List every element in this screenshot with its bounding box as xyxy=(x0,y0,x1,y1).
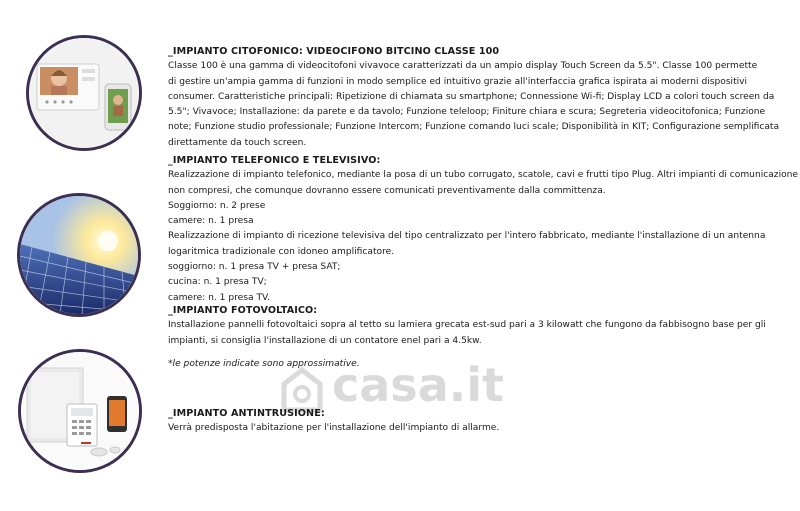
paragraph-line: direttamente da touch screen. xyxy=(168,137,307,148)
videocitofono-image xyxy=(26,35,142,151)
paragraph-line: Installazione pannelli fotovoltaici sopra al tetto su lamiera grecata est-sud pari a 3 kilowatt che fungono da fabbisogno base per gli xyxy=(168,320,766,331)
paragraph-line: Verrà predisposta l'abitazione per l'installazione dell'impianto di allarme. xyxy=(168,423,500,434)
paragraph-line: Soggiorno: n. 2 prese xyxy=(168,200,266,211)
section-antintrusione xyxy=(168,406,778,437)
paragraph-line: Classe 100 è una gamma di videocitofoni vivavoce caratterizzati da un ampio display Touch Screen da 5.5". Classe 100 permette xyxy=(168,61,758,72)
solar-panel-illustration xyxy=(20,196,138,314)
paragraph-line: non compresi, che comunque dovranno essere comunicati preventivamente dalla committenza. xyxy=(168,185,606,196)
paragraph-line: di gestire un'ampia gamma di funzioni in modo semplice ed intuitivo grazie all'interfaccia grafica ispirata ai moderni dispositivi xyxy=(168,76,748,87)
approximation-note: *le potenze indicate sono approssimative. xyxy=(168,359,360,369)
paragraph-line: Realizzazione di impianto di ricezione televisiva del tipo centralizzato per l'intero fabbricato, mediante l'installazione di un antenna xyxy=(168,231,766,242)
alarm-system-image xyxy=(18,349,142,473)
section-fotovoltaico xyxy=(168,303,778,349)
section-title: _IMPIANTO ANTINTRUSIONE: xyxy=(168,408,325,419)
alarm-illustration xyxy=(21,352,139,470)
section-title: _IMPIANTO FOTOVOLTAICO: xyxy=(168,305,318,316)
section-title: _IMPIANTO CITOFONICO: VIDEOCIFONO BITCINO CLASSE 100 xyxy=(168,46,500,57)
paragraph-line: note; Funzione studio professionale; Funzione Intercom; Funzione comando luci scale; Disponibilità in KIT; Configurazione semplificata xyxy=(168,122,780,133)
paragraph-line: consumer. Caratteristiche principali: Ripetizione di chiamata su smartphone; Connessione Wi-fi; Display LCD a colori touch screen da xyxy=(168,91,775,102)
paragraph-line: camere: n. 1 presa TV. xyxy=(168,292,270,303)
paragraph-line: cucina: n. 1 presa TV; xyxy=(168,277,267,288)
paragraph-line: logaritmica tradizionale con idoneo amplificatore. xyxy=(168,246,395,257)
watermark-text: casa.it xyxy=(332,358,504,412)
solar-panels-image xyxy=(17,193,141,317)
section-title: _IMPIANTO TELEFONICO E TELEVISIVO: xyxy=(168,155,381,166)
paragraph-line: camere: n. 1 presa xyxy=(168,216,254,227)
paragraph-line: 5.5"; Vivavoce; Installazione: da parete e da tavolo; Funzione teleloop; Finiture chiara e scura; Segreteria videocitofonica; Funzione xyxy=(168,107,766,118)
section-citofonico xyxy=(168,44,778,151)
paragraph-line: Realizzazione di impianto telefonico, mediante la posa di un tubo corrugato, scatole, cavi e frutti tipo Plug. Altri impianti di comunicazione xyxy=(168,170,799,181)
paragraph-line: soggiorno: n. 1 presa TV + presa SAT; xyxy=(168,262,341,273)
section-telefonico xyxy=(168,153,799,306)
intercom-illustration xyxy=(29,38,139,148)
paragraph-line: impianti, si consiglia l'installazione di un contatore enel pari a 4.5kw. xyxy=(168,335,482,346)
